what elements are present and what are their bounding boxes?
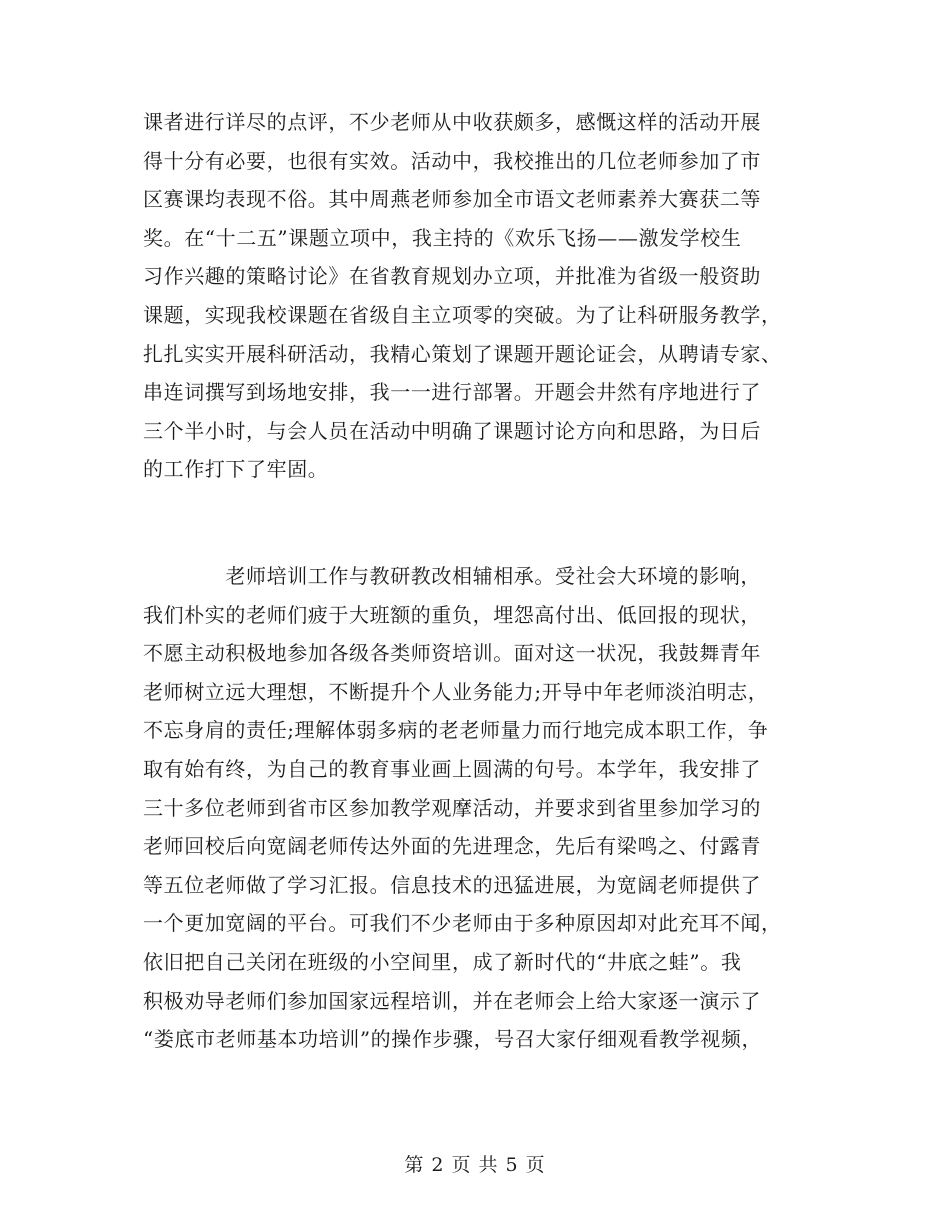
page-number-footer: 第 2 页 共 5 页: [404, 1154, 546, 1176]
paragraph-line: 的工作打下了牢固。: [143, 457, 329, 482]
paragraph-2: [143, 557, 823, 1059]
paragraph-line: 串连词撰写到场地安排，我一一进行部署。开题会井然有序地进行了: [143, 380, 761, 405]
paragraph-line: 区赛课均表现不俗。其中周燕老师参加全市语文老师素养大赛获二等: [143, 187, 761, 212]
paragraph-line: 得十分有必要，也很有实效。活动中，我校推出的几位老师参加了市: [143, 148, 761, 173]
paragraph-line: 课题，实现我校课题在省级自主立项零的突破。为了让科研服务教学，: [143, 302, 782, 327]
paragraph-line: 依旧把自己关闭在班级的小空间里，成了新时代的“井底之蛙”。我: [143, 949, 742, 974]
paragraph-line: 老师回校后向宽阔老师传达外面的先进理念，先后有梁鸣之、付露青: [143, 834, 761, 859]
paragraph-line: 一个更加宽阔的平台。可我们不少老师由于多种原因却对此充耳不闻，: [143, 911, 782, 936]
paragraph-line: 三十多位老师到省市区参加教学观摩活动，并要求到省里参加学习的: [143, 795, 761, 820]
paragraph-line: 扎扎实实开展科研活动，我精心策划了课题开题论证会，从聘请专家、: [143, 341, 782, 366]
paragraph-line: 积极劝导老师们参加国家远程培训，并在老师会上给大家逐一演示了: [143, 988, 761, 1013]
paragraph-line: 奖。在“十二五”课题立项中，我主持的《欢乐飞扬——激发学校生: [143, 225, 742, 250]
paragraph-line: 我们朴实的老师们疲于大班额的重负，埋怨高付出、低回报的现状，: [143, 602, 761, 627]
paragraph-line: 等五位老师做了学习汇报。信息技术的迅猛进展，为宽阔老师提供了: [143, 872, 761, 897]
paragraph-line: 老师培训工作与教研教改相辅相承。受社会大环境的影响，: [143, 564, 761, 588]
paragraph-1: [143, 103, 823, 489]
paragraph-line: 三个半小时，与会人员在活动中明确了课题讨论方向和思路，为日后: [143, 418, 761, 443]
paragraph-line: 老师树立远大理想，不断提升个人业务能力;开导中年老师淡泊明志，: [143, 679, 769, 704]
paragraph-line: 不愿主动积极地参加各级各类师资培训。面对这一状况，我鼓舞青年: [143, 641, 761, 666]
paragraph-line: 不忘身肩的责任;理解体弱多病的老老师量力而行地完成本职工作，争: [143, 718, 769, 743]
paragraph-line: “娄底市老师基本功培训”的操作步骤，号召大家仔细观看教学视频，: [143, 1027, 763, 1052]
paragraph-line: 课者进行详尽的点评，不少老师从中收获颇多，感慨这样的活动开展: [143, 110, 761, 134]
paragraph-line: 习作兴趣的策略讨论》在省教育规划办立项，并批准为省级一般资助: [143, 264, 761, 289]
paragraph-line: 取有始有终，为自己的教育事业画上圆满的句号。本学年，我安排了: [143, 756, 761, 781]
